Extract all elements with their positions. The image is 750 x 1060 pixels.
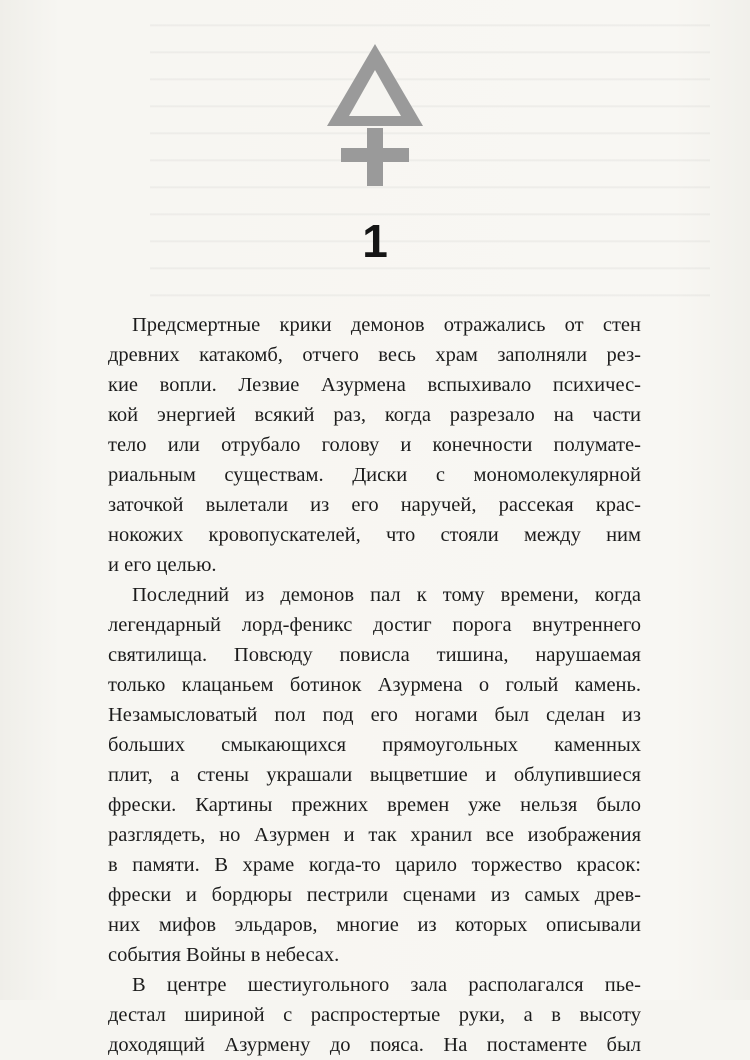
text-line: разглядеть, но Азурмен и так хранил все изображения: [108, 824, 641, 846]
chapter-body: [108, 310, 641, 1060]
text-line: них мифов эльдаров, многие из которых описывали: [108, 914, 641, 936]
text-line: Последний из демонов пал к тому времени, когда: [132, 584, 641, 606]
text-line: легендарный лорд-феникс достиг порога внутреннего: [108, 614, 641, 636]
text-line: нокожих кровопускателей, что стояли между ним: [108, 524, 641, 546]
text-line: плит, а стены украшали выцветшие и облупившиеся: [108, 764, 641, 786]
text-line: риальным существам. Диски с мономолекулярной: [108, 464, 641, 486]
chapter-number: 1: [362, 215, 388, 267]
text-line: заточкой вылетали из его наручей, рассекая крас-: [108, 494, 641, 516]
text-line: Незамысловатый пол под его ногами был сделан из: [108, 704, 641, 726]
text-line: тело или отрубало голову и конечности полумате-: [108, 434, 641, 456]
text-line: в памяти. В храме когда-то царило торжество красок:: [108, 854, 641, 876]
text-line: кой энергией всякий раз, когда разрезало на части: [108, 404, 641, 426]
text-line: только клацаньем ботинок Азурмена о голый камень.: [108, 674, 641, 696]
text-line: кие вопли. Лезвие Азурмена вспыхивало психичес-: [108, 374, 641, 396]
text-line: больших смыкающихся прямоугольных каменных: [108, 734, 641, 756]
text-line: дестал шириной с распростертые руки, а в высоту: [108, 1004, 641, 1026]
text-line: и его целью.: [108, 554, 217, 576]
text-line: доходящий Азурмену до пояса. На постаменте был: [108, 1034, 641, 1056]
text-line: В центре шестиугольного зала располагался пье-: [132, 974, 641, 996]
text-line: Предсмертные крики демонов отражались от стен: [132, 314, 641, 336]
text-line: фрески. Картины прежних времен уже нельзя было: [108, 794, 641, 816]
chaos-rune-icon: [323, 40, 427, 190]
text-line: фрески и бордюры пестрили сценами из самых древ-: [108, 884, 641, 906]
text-line: святилища. Повсюду повисла тишина, нарушаемая: [108, 644, 641, 666]
text-line: события Войны в небесах.: [108, 944, 340, 966]
text-line: древних катакомб, отчего весь храм заполняли рез-: [108, 344, 641, 366]
